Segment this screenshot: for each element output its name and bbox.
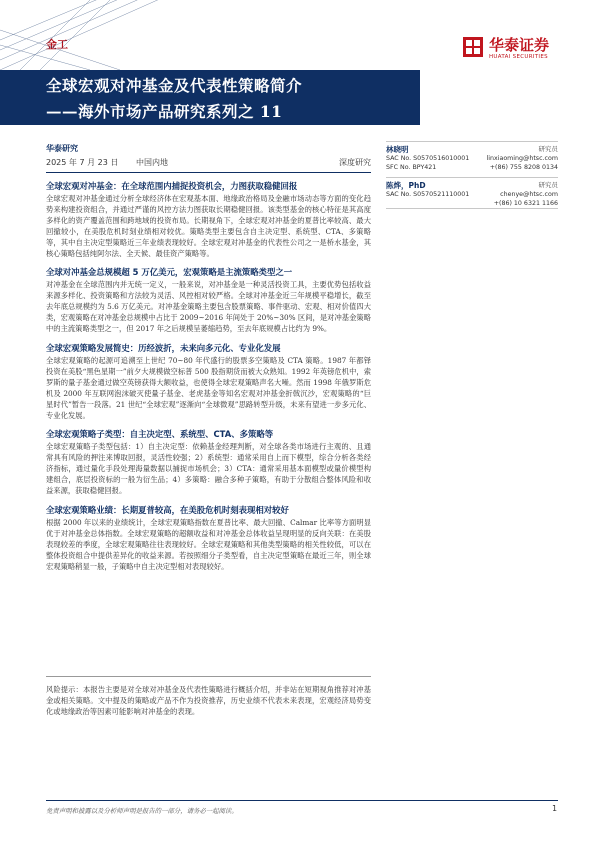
report-title: 全球宏观对冲基金及代表性策略简介 bbox=[46, 76, 303, 95]
summary-section bbox=[46, 266, 371, 335]
analyst-role: 研究员 bbox=[538, 145, 558, 153]
footer-disclaimer: 免责声明和披露以及分析师声明是报告的一部分，请务必一起阅读。 bbox=[46, 807, 238, 815]
footer-divider bbox=[46, 800, 558, 801]
report-kind: 华泰研究 bbox=[46, 144, 78, 153]
brand-name-cn: 华泰证券 bbox=[489, 36, 550, 54]
summary-section bbox=[46, 342, 371, 421]
analyst-phone: +(86) 755 8208 0134 bbox=[489, 164, 558, 171]
section-heading: 全球宏观策略业绩：长期夏普较高，在美股危机时刻表现相对较好 bbox=[46, 504, 289, 515]
analyst-divider bbox=[386, 177, 558, 178]
risk-warning: 风险提示：本报告主要是对全球对冲基金及代表性策略进行概括介绍，并非站在短期视角推荐对冲基金或相关策略。文中提及的策略或产品不作为投资推荐，历史业绩不代表未来表现，宏观经济局势变化或地缘政治等因素可能影响对冲基金的表现。 bbox=[46, 685, 371, 716]
report-type: 深度研究 bbox=[339, 158, 371, 167]
analyst-role: 研究员 bbox=[538, 181, 558, 189]
section-text: 对冲基金在全球范围内并无统一定义，一般来说，对冲基金是一种灵活投资工具，主要优势包括收益来源多样化、投资策略和方法较为灵活、风控相对较严格。全球对冲基金近三年规模平稳增长，截至去年底总规模约为 5.6 万亿美元。对冲基金策略主要包含股票策略、事件驱动、宏观、相对价值四大类，宏观策略在对冲基金总规模中占比于 2009~2016 年间处于 20%~30% 区间，是对冲基金策略中的主流策略类型之一，但 2017 年之后规模呈萎缩趋势，至去年底规模占比约为 9%。 bbox=[46, 280, 371, 334]
analyst-divider bbox=[386, 141, 558, 142]
summary-body bbox=[46, 180, 371, 579]
analyst-email[interactable]: chenye@htsc.com bbox=[500, 191, 558, 198]
summary-section bbox=[46, 428, 371, 497]
huatai-logo-icon bbox=[462, 36, 484, 58]
report-subtitle: ——海外市场产品研究系列之 11 bbox=[46, 102, 283, 121]
section-heading: 全球宏观策略发展简史：历经波折，未来向多元化、专业化发展 bbox=[46, 342, 281, 353]
report-region: 中国内地 bbox=[136, 158, 168, 167]
analyst-email[interactable]: linxiaoming@htsc.com bbox=[486, 155, 558, 162]
risk-divider bbox=[46, 676, 371, 677]
brand-logo bbox=[462, 34, 572, 64]
analyst-sfc: SFC No. BPY421 bbox=[386, 164, 437, 171]
section-heading: 全球宏观策略子类型：自主决定型、系统型、CTA、多策略等 bbox=[46, 429, 274, 440]
section-text: 根据 2000 年以来的业绩统计，全球宏观策略指数在夏普比率、最大回撤、Calmar 比率等方面明显优于对冲基金总体指数。全球宏观策略的超额收益和对冲基金总体收益呈现明显的反向关联：在美股表现较差的季度，全球宏观策略往往表现较好。全球宏观策略和其他类型策略的相关性较低，可以在整体投资组合中提供差异化的收益来源。若按照细分子类型看，自主决定型策略在最近三年，则全球宏观策略稍显一般，子策略中自主决定型相对表现较好。 bbox=[46, 517, 371, 571]
report-date: 2025 年 7 月 23 日 bbox=[46, 158, 119, 167]
analyst-sac: SAC No. S0570516010001 bbox=[386, 155, 470, 162]
section-tag: 金工 bbox=[46, 38, 68, 51]
analyst-name: 陈烨，PhD bbox=[386, 181, 426, 190]
section-text: 全球宏观策略子类型包括：1）自主决定型：依赖基金经理判断，对全球各类市场进行主观的、且通常具有风险的押注来博取回报，灵活性较强；2）系统型：通常采用自上而下模型，综合分析各类经济指标，通过量化手段处理海量数据以捕捉市场机会；3）CTA：通常采用基本面模型或量价模型构建组合，底层投资标的一般为衍生品；4）多策略：融合多种子策略，有助于分散组合整体风险和收益来源，获取稳健回报。 bbox=[46, 442, 371, 496]
summary-section bbox=[46, 504, 371, 573]
analyst-divider bbox=[386, 208, 558, 209]
section-heading: 全球宏观对冲基金：在全球范围内捕捉投资机会，力图获取稳健回报 bbox=[46, 181, 298, 191]
section-text: 全球宏观对冲基金通过分析全球经济体在宏观基本面、地缘政治格局及金融市场动态等方面的变化趋势来构建投资组合，并通过严谨的风控方法力图获取长期稳健回报。该类型基金的核心特征是其高度多样化的资产覆盖范围和跨地域的投资布局。长期视角下，全球宏观对冲基金的夏普比率较高、最大回撤较小，在美股危机时刻业绩相对较优。策略类型主要包含自主决定型、系统型、CTA、多策略等，其中自主决定型策略近三年业绩表现较好。全球宏观对冲基金的代表性公司之一是桥水基金，其核心策略包括纯阿尔法、全天候、最佳资产策略等。 bbox=[46, 194, 371, 258]
meta-divider bbox=[46, 172, 371, 173]
header-band bbox=[0, 0, 595, 125]
page-number: 1 bbox=[552, 804, 558, 813]
analyst-phone: +(86) 10 6321 1166 bbox=[493, 200, 558, 207]
brand-name-en: HUATAI SECURITIES bbox=[489, 54, 548, 60]
section-heading: 全球对冲基金总规模超 5 万亿美元，宏观策略是主流策略类型之一 bbox=[46, 267, 293, 278]
analyst-name: 林晓明 bbox=[386, 145, 409, 154]
section-text: 全球宏观策略的起源可追溯至上世纪 70~80 年代盛行的股票多空策略及 CTA 策略。1987 年都铎投资在美股“黑色星期一”前夕大规模做空标普 500 股指期货而被大众熟知。1992 年英镑危机中，索罗斯的量子基金通过做空英镑获得大额收益，也使得全球宏观策略声名大噪。然而 1998 年俄罗斯危机及 2000 年互联网泡沫破灭使量子基金、老虎基金等知名宏观对冲基金折戟沉沙，宏观策略的“巨星时代”暂告一段落。21 世纪“全球宏观”逐渐向“全球微观”思路转型升级，未来有望进一步多元化、专业化发展。 bbox=[46, 355, 371, 420]
summary-section bbox=[46, 180, 371, 259]
analyst-sac: SAC No. S0570521110001 bbox=[386, 191, 470, 198]
meta-row bbox=[46, 157, 371, 171]
